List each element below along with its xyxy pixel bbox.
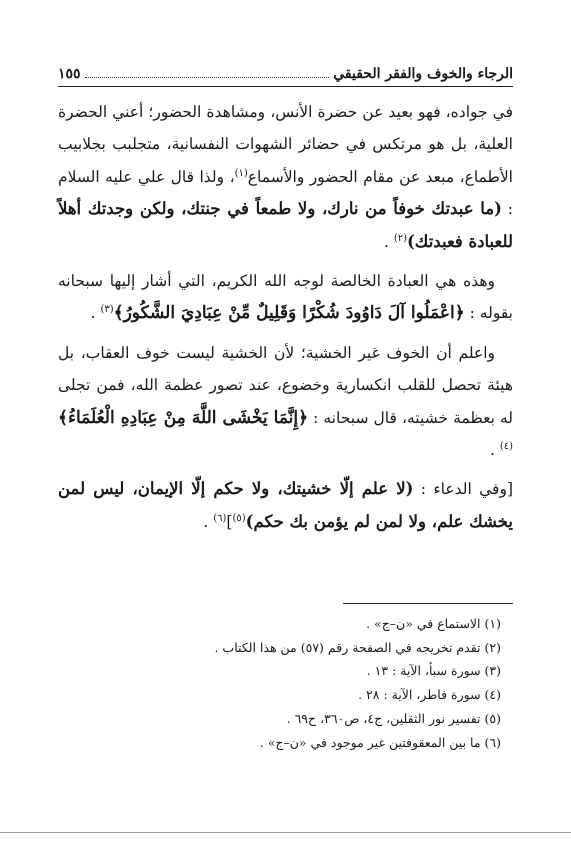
quoted-saying: (ما عبدتك خوفاً من نارك، ولا طمعاً في جنتك، ولكن وجدتك أهلاً للعبادة فعبدتك) bbox=[58, 199, 513, 251]
paragraph-text: . bbox=[489, 441, 500, 460]
footnote: (٢) تقدم تخريجه في الصفحة رقم (٥٧) من هذا الكتاب . bbox=[214, 639, 501, 655]
quran-verse: ﴿إِنَّمَا يَخْشَى اللَّهَ مِنْ عِبَادِهِ الْعُلَمَاءُ﴾ bbox=[58, 407, 309, 428]
paragraph-text: وهذه هي العبادة الخالصة لوجه الله الكريم، التي أشار إليها سبحانه بقوله : bbox=[58, 272, 513, 323]
header-rule bbox=[58, 86, 513, 87]
page-bottom-edge bbox=[0, 832, 571, 833]
footnote-separator bbox=[343, 603, 513, 604]
quran-verse: ﴿اعْمَلُوا آلَ دَاوُودَ شُكْرًا وَقَلِيلٌ مِّنْ عِبَادِيَ الشَّكُورُ﴾ bbox=[113, 303, 465, 324]
footnote: (٤) سورة فاطر، الآية : ٢٨ . bbox=[358, 687, 501, 703]
paragraph-text: . bbox=[383, 232, 394, 251]
paragraph-text: [وفي الدعاء : bbox=[413, 480, 513, 499]
paragraph-4 bbox=[58, 473, 513, 538]
footnote-ref: (٤) bbox=[499, 440, 513, 452]
footnote: (١) الاستماع في «ن–ج» . bbox=[366, 616, 501, 631]
running-header bbox=[58, 60, 513, 82]
footnote: (٣) سورة سبأ، الآية : ١٣ . bbox=[366, 663, 501, 679]
header-dot-leader bbox=[85, 77, 330, 78]
paragraph-text: . bbox=[203, 512, 214, 531]
paragraph-2 bbox=[58, 265, 513, 330]
paragraph-text: ] bbox=[226, 512, 233, 531]
footnote: (٥) تفسير نور الثقلين، ج٤، ص٣٦٠، ح٦٩ . bbox=[286, 710, 501, 726]
footnote-ref: (٦) bbox=[213, 512, 227, 524]
paragraph-text: ، ولذا قال علي عليه السلام : bbox=[58, 167, 513, 219]
footnote-ref: (٥) bbox=[232, 512, 246, 524]
footnote-ref: (١) bbox=[234, 167, 248, 179]
paragraph-text: في جواده، فهو بعيد عن حضرة الأنس، ومشاهدة الحضور؛ أعني الحضرة العلية، بل هو مرتكس في حضائر الشهوات النفسانية، متجلبب بجلابيب الأطماع، مبعد عن مقام الحضور والأسماع bbox=[58, 103, 513, 186]
paragraph-text: . bbox=[90, 304, 101, 323]
page-number: ١٥٥ bbox=[58, 66, 81, 82]
footnote: (٦) ما بين المعقوفتين غير موجود في «ن–ج» . bbox=[259, 734, 501, 750]
footnotes bbox=[58, 612, 501, 754]
paragraph-3 bbox=[58, 337, 513, 467]
quoted-supplication: (لا علم إلّا خشيتك، ولا حكم إلّا الإيمان، ليس لمن يخشك علم، ولا لمن لم يؤمن بك حكم) bbox=[58, 479, 513, 531]
footnote-ref: (٣) bbox=[100, 304, 114, 316]
paragraph-1 bbox=[58, 96, 513, 258]
paragraph-text: واعلم أن الخوف غير الخشية؛ لأن الخشية ليست خوف العقاب، بل هيئة تحصل للقلب انكسارية وخضوع، عند تصور عظمة الله، فمن تجلى له بعظمة خشيته، قال سبحانه : bbox=[58, 343, 513, 427]
running-title: الرجاء والخوف والفقر الحقيقي bbox=[333, 66, 513, 82]
footnote-ref: (٢) bbox=[393, 232, 407, 244]
main-text bbox=[58, 96, 513, 538]
